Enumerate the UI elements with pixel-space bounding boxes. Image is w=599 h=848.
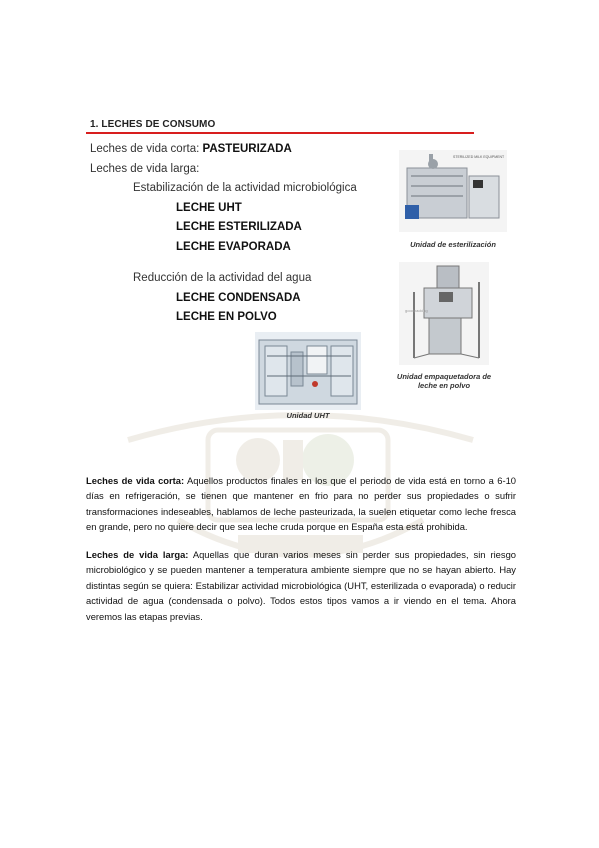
- reduction-label: Reducción de la actividad del agua: [133, 272, 312, 284]
- reduction-item: LECHE EN POLVO: [176, 311, 277, 323]
- sterilization-caption: Unidad de esterilización: [410, 240, 496, 249]
- uht-caption: Unidad UHT: [286, 411, 330, 420]
- stabilization-label: Estabilización de la actividad microbiológica: [133, 182, 357, 194]
- paragraph-label: Leches de vida corta:: [86, 475, 185, 486]
- short-life-line: [90, 143, 292, 155]
- slide-title: 1. LECHES DE CONSUMO: [90, 119, 216, 130]
- stabilization-item: LECHE UHT: [176, 202, 242, 214]
- long-life-label: Leches de vida larga:: [90, 163, 200, 175]
- title-underline: [86, 132, 474, 134]
- paragraph-text: Aquellos productos finales en los que el periodo de vida está en torno a 6-10 días en refrigeración, se tienen que mantener en frio para no perder sus propiedades o sufrir transformaciones indeseables, hablamos de leche pasteurizada, la suelen etiquetar como leche fresca en grande, pero no quiere decir que sea leche cruda porque en España esta está prohibida.: [86, 475, 516, 533]
- svg-text:STERILIZED MILK EQUIPMENT: STERILIZED MILK EQUIPMENT: [453, 155, 505, 159]
- reduction-item: LECHE CONDENSADA: [176, 292, 301, 304]
- uht-unit-image: [255, 332, 361, 410]
- stabilization-item: LECHE ESTERILIZADA: [176, 221, 302, 233]
- sterilization-unit-image: [399, 150, 507, 232]
- svg-text:goodpacking: goodpacking: [405, 308, 428, 313]
- paragraph-text: Aquellas que duran varios meses sin perder sus propiedades, sin riesgo microbiológico y se pueden mantener a temperatura ambiente siempre que no se hayan abierto. Hay distintas según se quiera: Estabilizar actividad microbiológica (UHT, esterilizada o evaporada) o reducir actividad de agua (condensada o polvo). Todos estos tipos vamos a ir viendo en el tema. Ahora veremos las etapas previas.: [86, 549, 516, 622]
- stabilization-item: LECHE EVAPORADA: [176, 241, 291, 253]
- paragraph-long-life: [86, 547, 516, 624]
- short-life-value: PASTEURIZADA: [202, 143, 292, 155]
- paragraph-label: Leches de vida larga:: [86, 549, 189, 560]
- short-life-prefix: Leches de vida corta:: [90, 143, 203, 155]
- packaging-caption-line-1: Unidad empaquetadora de: [396, 372, 492, 381]
- packaging-caption-line-2: leche en polvo: [417, 381, 471, 390]
- paragraph-short-life: [86, 473, 516, 535]
- packaging-unit-image: [399, 262, 489, 365]
